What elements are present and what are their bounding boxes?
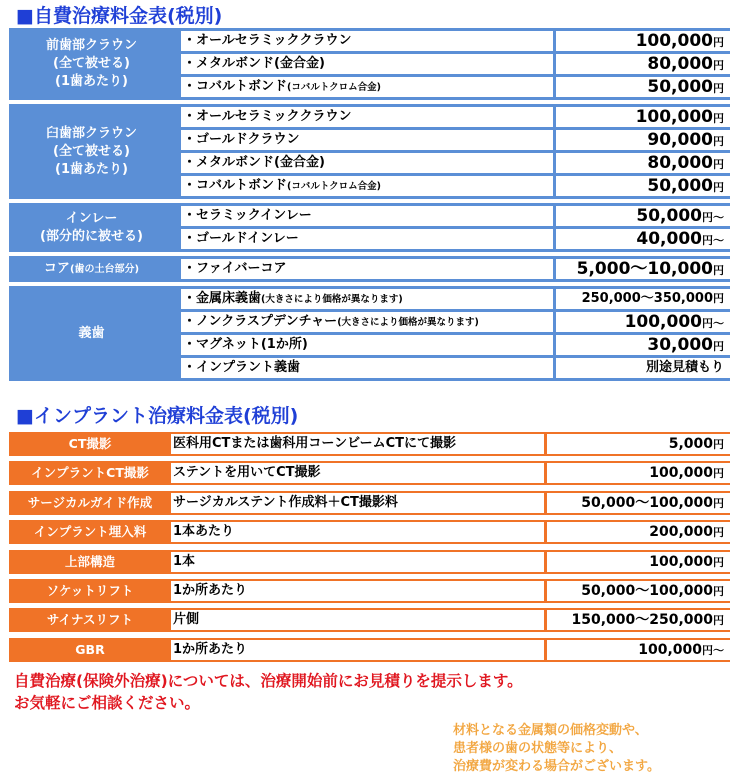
category-line-text: コア xyxy=(43,260,70,276)
price-suffix: 円 xyxy=(713,181,724,194)
treatment-item xyxy=(181,312,553,332)
price-amount: 100,000 xyxy=(649,553,713,570)
price-row xyxy=(181,130,730,150)
price-suffix: 円 xyxy=(713,158,724,171)
price-suffix: 円 xyxy=(713,292,724,305)
price-amount: 100,000 xyxy=(635,107,713,127)
price-suffix: 円〜 xyxy=(702,643,724,657)
treatment-name: ・ファイバーコア xyxy=(183,261,287,276)
price-amount: 100,000 xyxy=(635,31,713,51)
category-rows xyxy=(181,107,730,196)
price-suffix: 円 xyxy=(713,438,724,451)
category-line: (1歯あたり) xyxy=(55,161,128,177)
treatment-item xyxy=(181,358,553,378)
price-suffix: 円 xyxy=(713,340,724,353)
price-suffix: 円 xyxy=(713,526,724,540)
category-label xyxy=(9,104,174,199)
category-group xyxy=(9,28,730,100)
treatment-name: ・インプラント義歯 xyxy=(183,360,301,375)
price-amount: 200,000 xyxy=(649,524,713,541)
price-amount: 100,000 xyxy=(649,465,713,482)
treatment-name: ・コバルトボンド xyxy=(183,79,288,94)
implant-price xyxy=(547,552,730,572)
category-label xyxy=(9,256,174,282)
price-amount: 5,000 xyxy=(668,436,713,452)
price-row xyxy=(181,259,730,279)
price-suffix: 円 xyxy=(713,82,724,95)
category-note: (歯の土台部分) xyxy=(69,263,140,275)
implant-category: サージカルガイド作成 xyxy=(27,494,153,510)
implant-price xyxy=(547,493,730,513)
implant-description: ステントを用いてCT撮影 xyxy=(171,463,544,483)
treatment-item xyxy=(181,335,553,355)
price-amount: 100,000 xyxy=(638,641,702,658)
price-amount: 90,000 xyxy=(647,130,713,150)
price-row xyxy=(181,153,730,173)
price-suffix: 円〜 xyxy=(702,317,724,330)
price-amount: 30,000 xyxy=(647,335,713,355)
section2-title: ■インプラント治療料金表(税別) xyxy=(16,405,299,427)
treatment-item xyxy=(181,54,553,74)
treatment-item xyxy=(181,31,553,51)
category-line: (1歯あたり) xyxy=(55,74,128,89)
price-amount: 別途見積もり xyxy=(645,360,724,375)
treatment-note: (大きさにより価格が異なります) xyxy=(261,294,403,305)
price-amount: 80,000 xyxy=(647,153,713,173)
price-amount: 150,000〜250,000 xyxy=(571,612,713,629)
price-row xyxy=(181,312,730,332)
category-label xyxy=(9,203,174,252)
treatment-item xyxy=(181,107,553,127)
price-suffix: 円 xyxy=(713,112,724,125)
category-line: インレー xyxy=(65,210,118,226)
notice-line-1: 自費治療(保険外治療)については、治療開始前にお見積りを提示します。 xyxy=(14,672,523,690)
price-row xyxy=(181,77,730,97)
side-note-line-3: 治療費が変わる場合がございます。 xyxy=(453,759,660,774)
category-rows xyxy=(181,259,730,279)
self-pay-price-table xyxy=(9,28,730,385)
category-rows xyxy=(181,289,730,378)
price-row xyxy=(181,206,730,226)
price-row xyxy=(181,289,730,309)
implant-price xyxy=(547,581,730,601)
treatment-name: ・金属床義歯 xyxy=(183,291,262,306)
implant-price-row xyxy=(9,520,730,544)
category-label xyxy=(9,286,174,381)
category-group xyxy=(9,203,730,252)
implant-price-row xyxy=(9,638,730,662)
notice-line-2: お気軽にご相談ください。 xyxy=(14,694,201,712)
implant-description: 1本あたり xyxy=(171,522,544,542)
category-line: (全て被せる) xyxy=(53,143,130,159)
price-row xyxy=(181,335,730,355)
treatment-item xyxy=(181,259,553,279)
implant-category: インプラント埋入料 xyxy=(33,524,147,540)
price-value xyxy=(556,229,730,249)
price-amount: 80,000 xyxy=(647,54,713,74)
price-amount: 100,000 xyxy=(624,312,702,332)
treatment-item xyxy=(181,289,553,309)
category-group xyxy=(9,286,730,381)
implant-price-row xyxy=(9,491,730,515)
treatment-note: (コバルトクロム合金) xyxy=(287,82,382,93)
price-value xyxy=(556,31,730,51)
price-value xyxy=(556,176,730,196)
treatment-item xyxy=(181,206,553,226)
implant-category: ソケットリフト xyxy=(46,582,134,598)
implant-category: CT撮影 xyxy=(68,436,112,451)
treatment-name: ・オールセラミッククラウン xyxy=(183,33,352,48)
price-amount: 40,000 xyxy=(636,229,702,249)
price-row xyxy=(181,176,730,196)
implant-price xyxy=(547,463,730,483)
implant-description: 片側 xyxy=(171,610,544,630)
price-suffix: 円 xyxy=(713,135,724,148)
side-note xyxy=(453,722,660,776)
treatment-name: ・メタルボンド(金合金) xyxy=(183,56,325,71)
category-line: (部分的に被せる) xyxy=(40,228,143,244)
price-suffix: 円 xyxy=(713,59,724,72)
price-row xyxy=(181,54,730,74)
category-rows xyxy=(181,31,730,97)
price-value xyxy=(556,107,730,127)
price-value xyxy=(556,335,730,355)
price-row xyxy=(181,31,730,51)
implant-category: サイナスリフト xyxy=(46,612,134,628)
notice-text xyxy=(14,670,523,714)
implant-price-row xyxy=(9,461,730,485)
price-amount: 50,000〜100,000 xyxy=(581,494,713,511)
treatment-name: ・ゴールドインレー xyxy=(183,231,299,246)
price-suffix: 円 xyxy=(713,584,724,598)
price-row xyxy=(181,229,730,249)
price-value xyxy=(556,259,730,279)
treatment-name: ・マグネット(1か所) xyxy=(183,337,308,352)
price-suffix: 円 xyxy=(713,496,724,510)
implant-category: GBR xyxy=(75,641,105,657)
treatment-note: (コバルトクロム合金) xyxy=(287,181,382,192)
price-value xyxy=(556,54,730,74)
category-line: 臼歯部クラウン xyxy=(45,125,137,141)
implant-price-row xyxy=(9,608,730,632)
category-line: (全て被せる) xyxy=(53,56,130,71)
price-value xyxy=(556,77,730,97)
price-suffix: 円 xyxy=(713,555,724,569)
price-row xyxy=(181,107,730,127)
treatment-item xyxy=(181,130,553,150)
price-suffix: 円 xyxy=(713,36,724,49)
implant-price xyxy=(547,434,730,454)
treatment-name: ・メタルボンド(金合金) xyxy=(183,155,325,170)
price-suffix: 円〜 xyxy=(702,211,724,224)
price-value xyxy=(556,312,730,332)
category-line xyxy=(44,260,139,279)
price-value xyxy=(556,130,730,150)
side-note-line-2: 患者様の歯の状態等により、 xyxy=(453,741,623,756)
side-note-line-1: 材料となる金属類の価格変動や、 xyxy=(453,723,648,738)
implant-category: インプラントCT撮影 xyxy=(31,465,149,481)
implant-category: 上部構造 xyxy=(64,553,115,569)
implant-price-row xyxy=(9,579,730,603)
treatment-item xyxy=(181,229,553,249)
implant-price xyxy=(547,522,730,542)
implant-price-row xyxy=(9,550,730,574)
treatment-name: ・コバルトボンド xyxy=(183,178,288,193)
price-row xyxy=(181,358,730,378)
price-amount: 5,000〜10,000 xyxy=(576,259,713,279)
category-group xyxy=(9,256,730,282)
treatment-name: ・ノンクラスプデンチャー xyxy=(183,314,338,329)
price-amount: 50,000 xyxy=(636,206,702,226)
treatment-name: ・セラミックインレー xyxy=(183,208,312,223)
implant-description: 1本 xyxy=(171,552,544,572)
price-amount: 50,000 xyxy=(647,176,713,196)
implant-price xyxy=(547,640,730,660)
implant-description: 1か所あたり xyxy=(171,640,544,660)
implant-description: 1か所あたり xyxy=(171,581,544,601)
treatment-name: ・ゴールドクラウン xyxy=(183,132,300,147)
price-amount: 250,000〜350,000 xyxy=(581,291,713,306)
price-amount: 50,000 xyxy=(647,77,713,97)
category-line: 前歯部クラウン xyxy=(45,38,137,53)
price-suffix: 円 xyxy=(713,467,724,481)
category-line: 義歯 xyxy=(78,325,105,341)
treatment-item xyxy=(181,153,553,173)
treatment-item xyxy=(181,77,553,97)
implant-price xyxy=(547,610,730,630)
category-label xyxy=(9,28,174,100)
implant-description: サージカルステント作成料＋CT撮影料 xyxy=(171,493,544,513)
category-rows xyxy=(181,206,730,249)
category-group xyxy=(9,104,730,199)
price-value xyxy=(556,206,730,226)
price-suffix: 円 xyxy=(713,614,724,628)
treatment-name: ・オールセラミッククラウン xyxy=(183,109,352,124)
price-amount: 50,000〜100,000 xyxy=(581,582,713,599)
implant-price-table xyxy=(9,432,730,667)
section1-title: ■自費治療料金表(税別) xyxy=(16,5,223,27)
price-suffix: 円〜 xyxy=(702,234,724,247)
implant-description: 医科用CTまたは歯科用コーンビームCTにて撮影 xyxy=(171,434,544,454)
treatment-item xyxy=(181,176,553,196)
price-value xyxy=(556,153,730,173)
treatment-note: (大きさにより価格が異なります) xyxy=(337,317,479,328)
price-value xyxy=(556,289,730,309)
price-value xyxy=(556,358,730,378)
implant-price-row xyxy=(9,432,730,456)
price-suffix: 円 xyxy=(713,264,724,277)
